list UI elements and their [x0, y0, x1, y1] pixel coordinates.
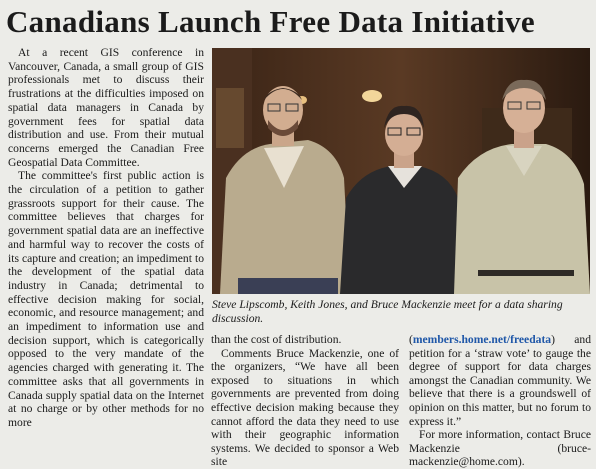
paragraph-contact: For more information, contact Bruce Mackenzie (bruce-mackenzie@home.com). — [409, 428, 591, 469]
paragraph-continuation: than the cost of distribution. — [211, 333, 342, 346]
paragraph-intro: At a recent GIS conference in Vancouver, Canada, a small group of GIS professionals met to discuss their frustrations at the difficulties imposed on spatial data managers in Canada by government fees for spatial data distribution and use. From their mutual concerns emerged the Canadian Free Geospatial Data Committee. — [8, 46, 204, 169]
link-open-paren: ( — [409, 333, 413, 346]
article-headline: Canadians Launch Free Data Initiative — [6, 4, 535, 39]
paragraph-quote: Comments Bruce Mackenzie, one of the organizers, “We have all been exposed to situations in which governments are prevented from doing effective decision making because they cannot afford the data they need to use with their geographic information systems. We decided to sponsor a Web site — [211, 346, 399, 469]
right-column — [409, 333, 591, 467]
paragraph-petition — [409, 333, 591, 428]
middle-column — [211, 333, 399, 467]
photo-caption: Steve Lipscomb, Keith Jones, and Bruce Mackenzie meet for a data sharing discussion. — [212, 298, 563, 325]
photo-illustration — [212, 48, 590, 294]
group-photo — [212, 48, 590, 294]
petition-text: ) and petition for a ‘straw vote’ to gauge the degree of support for data charges amongst the Canadian community. We believe that there is a groundswell of opinion on this matter, but no forum to express it.” — [409, 333, 591, 428]
left-column — [8, 46, 204, 466]
website-link[interactable]: members.home.net/freedata — [412, 333, 552, 346]
paragraph-committee-action: The committee's first public action is the circulation of a petition to gather grassroots support for their cause. The committee believes that charges for government spatial data are an ineffective and harmful way to recover the costs of its capture and creation; an impediment to the development of the spatial data industry in Canada; detrimental to effective decision making for social, economic, and resource management; and an impediment to information use and decision support, which is categorically opposed to the very mandate of the agencies charged with generating it. The committee asks that all governments in Canada supply spatial data on the Internet at no charge or by other methods for no more — [8, 169, 204, 429]
